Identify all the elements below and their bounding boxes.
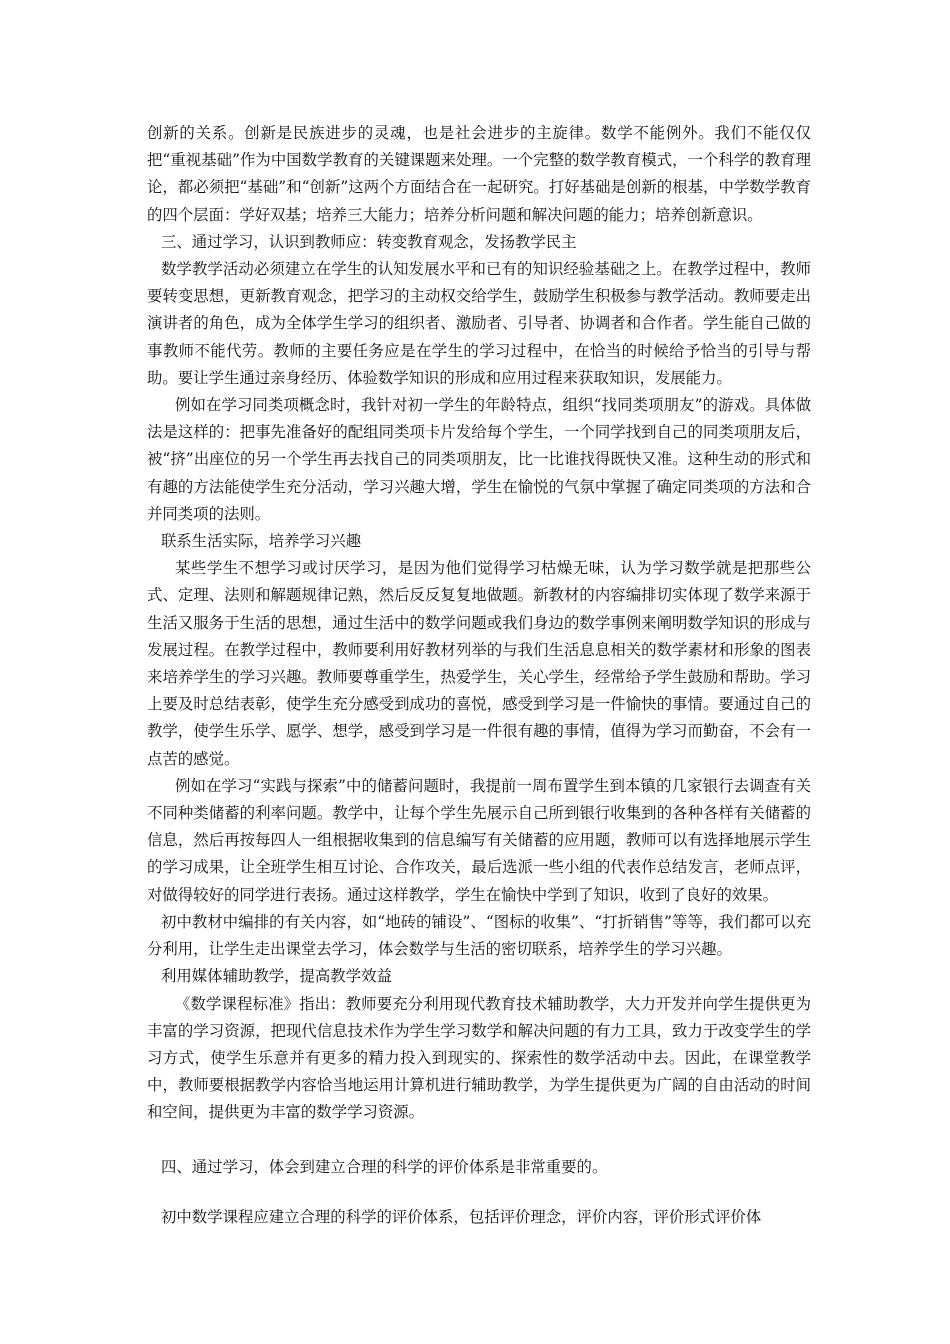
document-page	[147, 120, 811, 1231]
section-heading-4: 四、通过学习，体会到建立合理的科学的评价体系是非常重要的。	[161, 1157, 608, 1176]
subheading-media: 利用媒体辅助教学，提高教学效益	[161, 967, 392, 986]
paragraph-teaching-activity: 数学教学活动必须建立在学生的认知发展水平和已有的知识经验基础之上。在教学过程中，教师要转变思想，更新教育观念，把学习的主动权交给学生，鼓励学生积极参与教学活动。教师要走出演讲者的角色，成为全体学生学习的组织者、激励者、引导者、协调者和合作者。学生能自己做的事教师不能代劳。教师的主要任务应是在学生的学习过程中，在恰当的时候给予恰当的引导与帮助。要让学生通过亲身经历、体验数学知识的形成和应用过程来获取知识，发展能力。	[147, 260, 811, 387]
paragraph-like-terms-example: 例如在学习同类项概念时，我针对初一学生的年龄特点，组织“找同类项朋友”的游戏。具体做法是这样的：把事先准备好的配组同类项卡片发给每个学生，一个同学找到自己的同类项朋友后，被“挤”出座位的另一个学生再去找自己的同类项朋友，比一比谁找得既快又准。这种生动的形式和有趣的方法能使学生充分活动，学习兴趣大增，学生在愉悦的气氛中掌握了确定同类项的方法和合并同类项的法则。	[147, 396, 811, 523]
subheading-life-connection: 联系生活实际，培养学习兴趣	[161, 532, 362, 551]
paragraph-savings-example: 例如在学习“实践与探索”中的储蓄问题时，我提前一周布置学生到本镇的几家银行去调查有关不同种类储蓄的利率问题。教学中，让每个学生先展示自己所到银行收集到的各种各样有关储蓄的信息，然后再按每四人一组根据收集到的信息编写有关储蓄的应用题，教师可以有选择地展示学生的学习成果，让全班学生相互讨论、合作攻关，最后选派一些小组的代表作总结发言，老师点评，对做得较好的同学进行表扬。通过这样教学，学生在愉快中学到了知识，收到了良好的效果。	[147, 776, 811, 904]
paragraph-curriculum-standard: 《数学课程标准》指出：教师要充分利用现代教育技术辅助教学，大力开发并向学生提供更为丰富的学习资源，把现代信息技术作为学生学习数学和解决问题的有力工具，致力于改变学生的学习方式，使学生乐意并有更多的精力投入到现实的、探索性的数学活动中去。因此，在课堂教学中，教师要根据教学内容恰当地运用计算机进行辅助教学，为学生提供更为广阔的自由活动的时间和空间，提供更为丰富的数学学习资源。	[147, 994, 811, 1122]
section-heading-3: 三、通过学习，认识到教师应：转变教育观念，发扬教学民主	[161, 232, 577, 251]
paragraph-textbook-content: 初中教材中编排的有关内容，如“地砖的铺设”、“图标的收集”、“打折销售”等等，我们都可以充分利用，让学生走出课堂去学习，体会数学与生活的密切联系，培养学生的学习兴趣。	[147, 912, 811, 959]
paragraph-evaluation: 初中数学课程应建立合理的科学的评价体系，包括评价理念，评价内容，评价形式评价体	[161, 1207, 762, 1226]
paragraph-innovation: 创新的关系。创新是民族进步的灵魂，也是社会进步的主旋律。数学不能例外。我们不能仅仅把“重视基础”作为中国数学教育的关键课题来处理。一个完整的数学教育模式，一个科学的教育理论，都必须把“基础”和“创新”这两个方面结合在一起研究。打好基础是创新的根基，中学数学教育的四个层面：学好双基；培养三大能力；培养分析问题和解决问题的能力；培养创新意识。	[147, 124, 811, 224]
paragraph-interest: 某些学生不想学习或讨厌学习，是因为他们觉得学习枯燥无味，认为学习数学就是把那些公式、定理、法则和解题规律记熟，然后反反复复地做题。新教材的内容编排切实体现了数学来源于生活又服务于生活的思想，通过生活中的数学问题或我们身边的数学事例来阐明数学知识的形成与发展过程。在教学过程中，教师要利用好教材列举的与我们生活息息相关的数学素材和形象的图表来培养学生的学习兴趣。教师要尊重学生，热爱学生，关心学生，经常给予学生鼓励和帮助。学习上要及时总结表彰，使学生充分感受到成功的喜悦，感受到学习是一件愉快的事情。要通过自己的教学，使学生乐学、愿学、想学，感受到学习是一件很有趣的事情，值得为学习而勤奋，不会有一点苦的感觉。	[147, 559, 811, 768]
